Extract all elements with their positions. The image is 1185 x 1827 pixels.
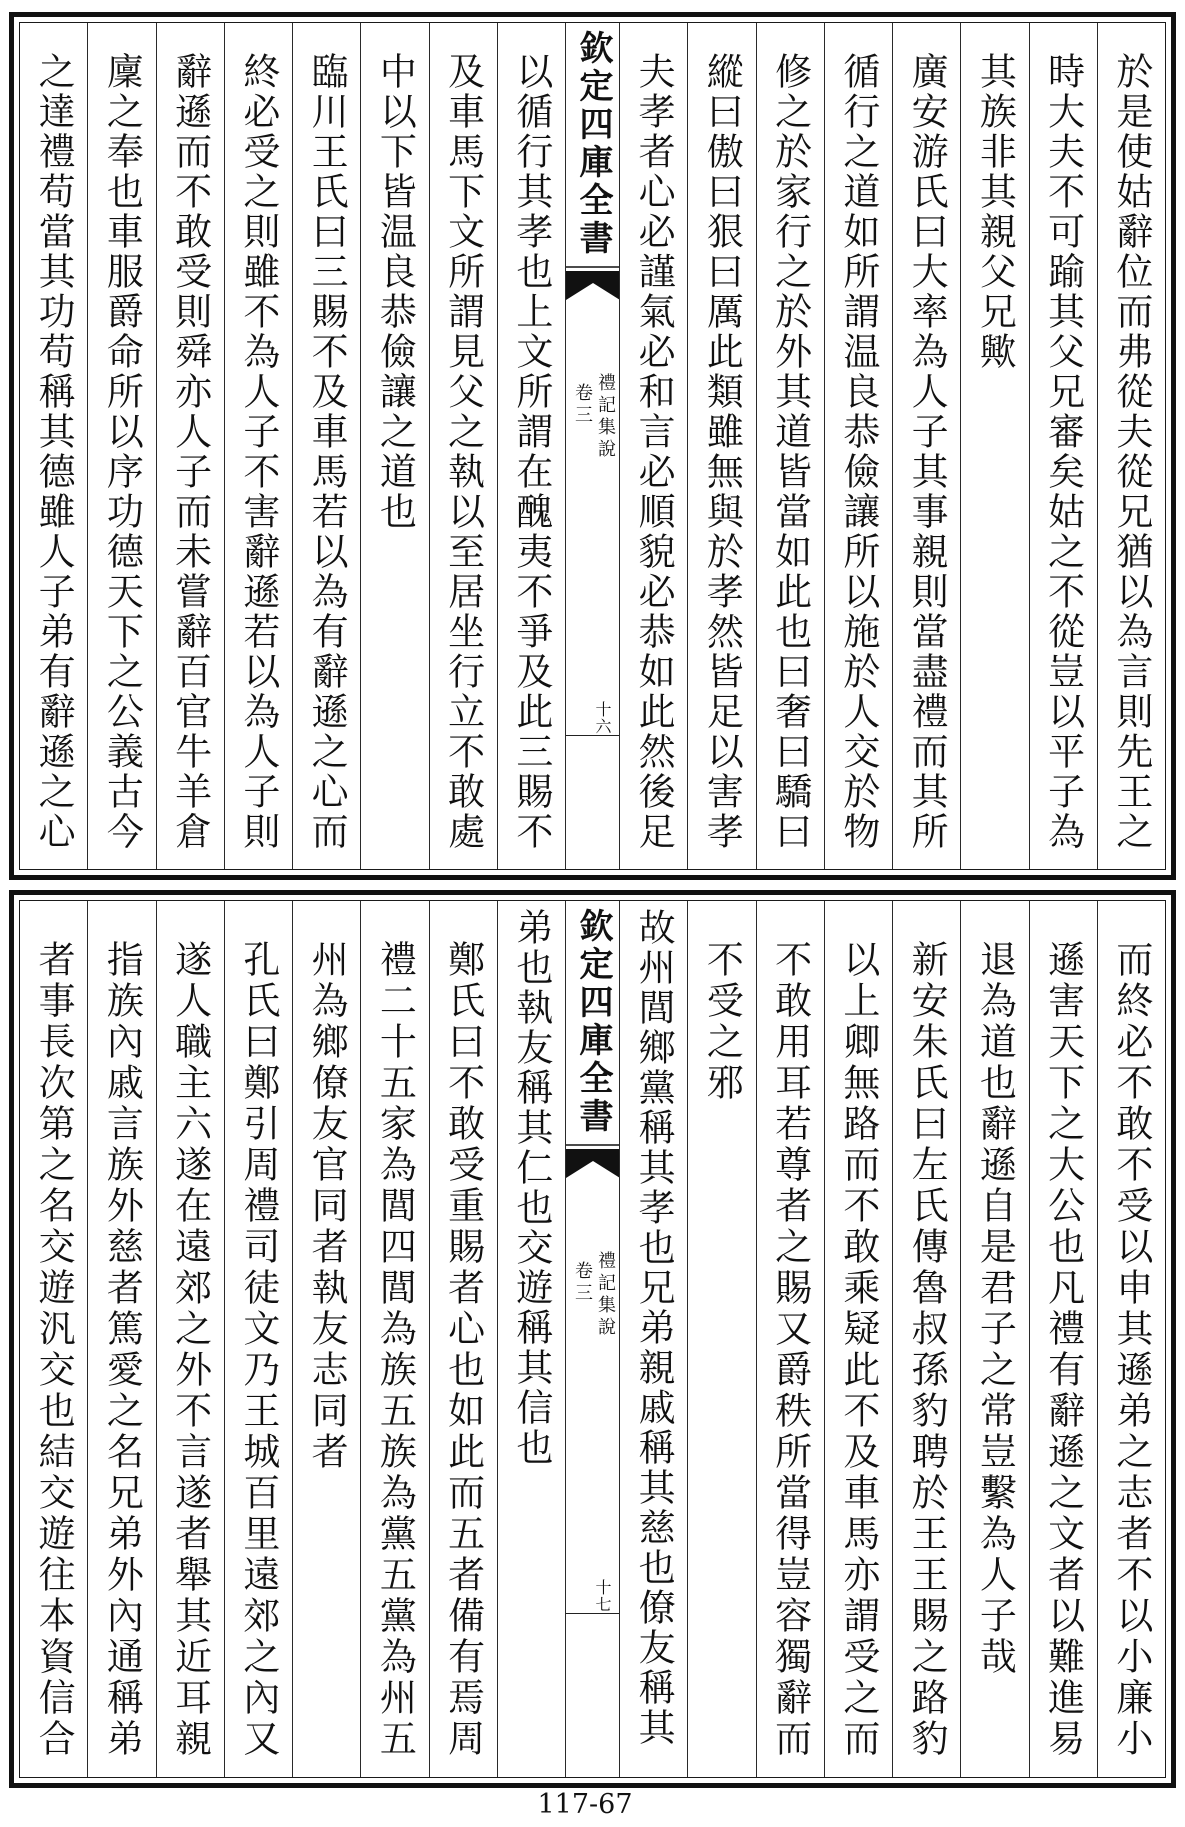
text-column xyxy=(429,23,497,869)
column-text: 指族內戚言族外慈者篤愛之名兄弟外內通稱弟 xyxy=(100,940,144,1760)
column-text: 循行之道如所謂温良恭儉讓所以施於人交於物 xyxy=(836,52,880,852)
column-text: 弟也執友稱其仁也交遊稱其信也 xyxy=(509,908,553,1468)
text-column xyxy=(360,23,428,869)
center-rule xyxy=(566,1613,619,1614)
text-column xyxy=(687,901,755,1777)
page-reference: 117-67 xyxy=(537,1789,633,1820)
text-column xyxy=(960,23,1028,869)
text-column xyxy=(224,23,292,869)
center-rule xyxy=(566,735,619,736)
book-name: 禮記集說 xyxy=(595,1251,616,1339)
text-column xyxy=(619,23,687,869)
center-fold-column xyxy=(565,23,619,869)
column-grid xyxy=(19,22,1166,870)
column-text: 不敢用耳若尊者之賜又爵秩所當得豈容獨辭而 xyxy=(768,940,812,1760)
column-text: 縱曰傲曰狠曰厲此類雖無與於孝然皆足以害孝 xyxy=(700,52,744,852)
fish-tail-mark xyxy=(566,1144,619,1180)
volume-label: 卷三 xyxy=(572,1261,593,1305)
text-column xyxy=(824,23,892,869)
column-text: 孔氏曰鄭引周禮司徒文乃王城百里遠郊之內又 xyxy=(236,940,280,1760)
text-column xyxy=(756,901,824,1777)
text-column xyxy=(1097,23,1165,869)
text-column xyxy=(87,901,155,1777)
text-column xyxy=(429,901,497,1777)
center-fold-column xyxy=(565,901,619,1777)
leaf-number: 十七 xyxy=(593,1579,612,1613)
column-text: 時大夫不可踰其父兄審矣姑之不從豈以平子為 xyxy=(1041,52,1085,852)
classic-text-column xyxy=(619,901,687,1777)
text-column xyxy=(892,23,960,869)
column-text: 新安朱氏曰左氏傳魯叔孫豹聘於王王賜之路豹 xyxy=(905,940,949,1760)
column-text: 以上卿無路而不敢乘疑此不及車馬亦謂受之而 xyxy=(836,940,880,1760)
column-text: 以循行其孝也上文所謂在醜夷不爭及此三賜不 xyxy=(509,52,553,852)
column-text: 故州閭鄉黨稱其孝也兄弟親戚稱其慈也僚友稱其 xyxy=(632,908,676,1748)
text-column xyxy=(224,901,292,1777)
text-column xyxy=(824,901,892,1777)
text-column xyxy=(497,23,565,869)
column-text: 辭遜而不敢受則舜亦人子而未嘗辭百官牛羊倉 xyxy=(168,52,212,852)
text-column xyxy=(360,901,428,1777)
collection-title: 欽定四庫全書 xyxy=(573,908,613,1136)
column-text: 遜害天下之大公也凡禮有辭遜之文者以難進易 xyxy=(1041,940,1085,1760)
text-column xyxy=(756,23,824,869)
book-name: 禮記集說 xyxy=(595,373,616,461)
column-text: 終必受之則雖不為人子不害辭遜若以為人子則 xyxy=(236,52,280,852)
column-text: 中以下皆温良恭儉讓之道也 xyxy=(373,52,417,532)
text-column xyxy=(1029,901,1097,1777)
column-text: 遂人職主六遂在遠郊之外不言遂者舉其近耳親 xyxy=(168,940,212,1760)
column-text: 州為鄉僚友官同者執友志同者 xyxy=(305,940,349,1473)
text-column xyxy=(960,901,1028,1777)
column-text: 之達禮苟當其功苟稱其德雖人子弟有辭遜之心 xyxy=(32,52,76,852)
column-text: 者事長次第之名交遊汎交也結交遊往本資信合 xyxy=(32,940,76,1760)
bottom-half-page xyxy=(9,890,1176,1788)
text-column xyxy=(892,901,960,1777)
column-grid xyxy=(19,900,1166,1778)
text-column xyxy=(156,23,224,869)
text-column xyxy=(1097,901,1165,1777)
text-column xyxy=(20,23,87,869)
text-column xyxy=(292,901,360,1777)
column-text: 廩之奉也車服爵命所以序功德天下之公義古今 xyxy=(100,52,144,852)
column-text: 而終必不敢不受以申其遜弟之志者不以小廉小 xyxy=(1109,940,1153,1760)
column-text: 退為道也辭遜自是君子之常豈繫為人子哉 xyxy=(973,940,1017,1678)
column-text: 鄭氏曰不敢受重賜者心也如此而五者備有焉周 xyxy=(441,940,485,1760)
text-column xyxy=(1029,23,1097,869)
fish-tail-mark xyxy=(566,266,619,302)
column-text: 臨川王氏曰三賜不及車馬若以為有辭遜之心而 xyxy=(305,52,349,852)
column-text: 及車馬下文所謂見父之執以至居坐行立不敢處 xyxy=(441,52,485,852)
text-column xyxy=(156,901,224,1777)
text-column xyxy=(292,23,360,869)
column-text: 不受之邪 xyxy=(700,940,744,1104)
column-text: 禮二十五家為閭四閭為族五族為黨五黨為州五 xyxy=(373,940,417,1760)
column-text: 廣安游氏曰大率為人子其事親則當盡禮而其所 xyxy=(905,52,949,852)
text-column xyxy=(20,901,87,1777)
text-column xyxy=(687,23,755,869)
leaf-number: 十六 xyxy=(593,701,612,735)
column-text: 於是使姑辭位而弗從夫從兄猶以為言則先王之 xyxy=(1109,52,1153,852)
column-text: 修之於家行之於外其道皆當如此也曰奢曰驕曰 xyxy=(768,52,812,852)
volume-label: 卷三 xyxy=(572,383,593,427)
top-half-page xyxy=(9,12,1176,880)
column-text: 其族非其親父兄歟 xyxy=(973,52,1017,372)
text-column xyxy=(87,23,155,869)
column-text: 夫孝者心必謹氣必和言必順貌必恭如此然後足 xyxy=(632,52,676,852)
collection-title: 欽定四庫全書 xyxy=(573,30,613,258)
classic-text-column xyxy=(497,901,565,1777)
